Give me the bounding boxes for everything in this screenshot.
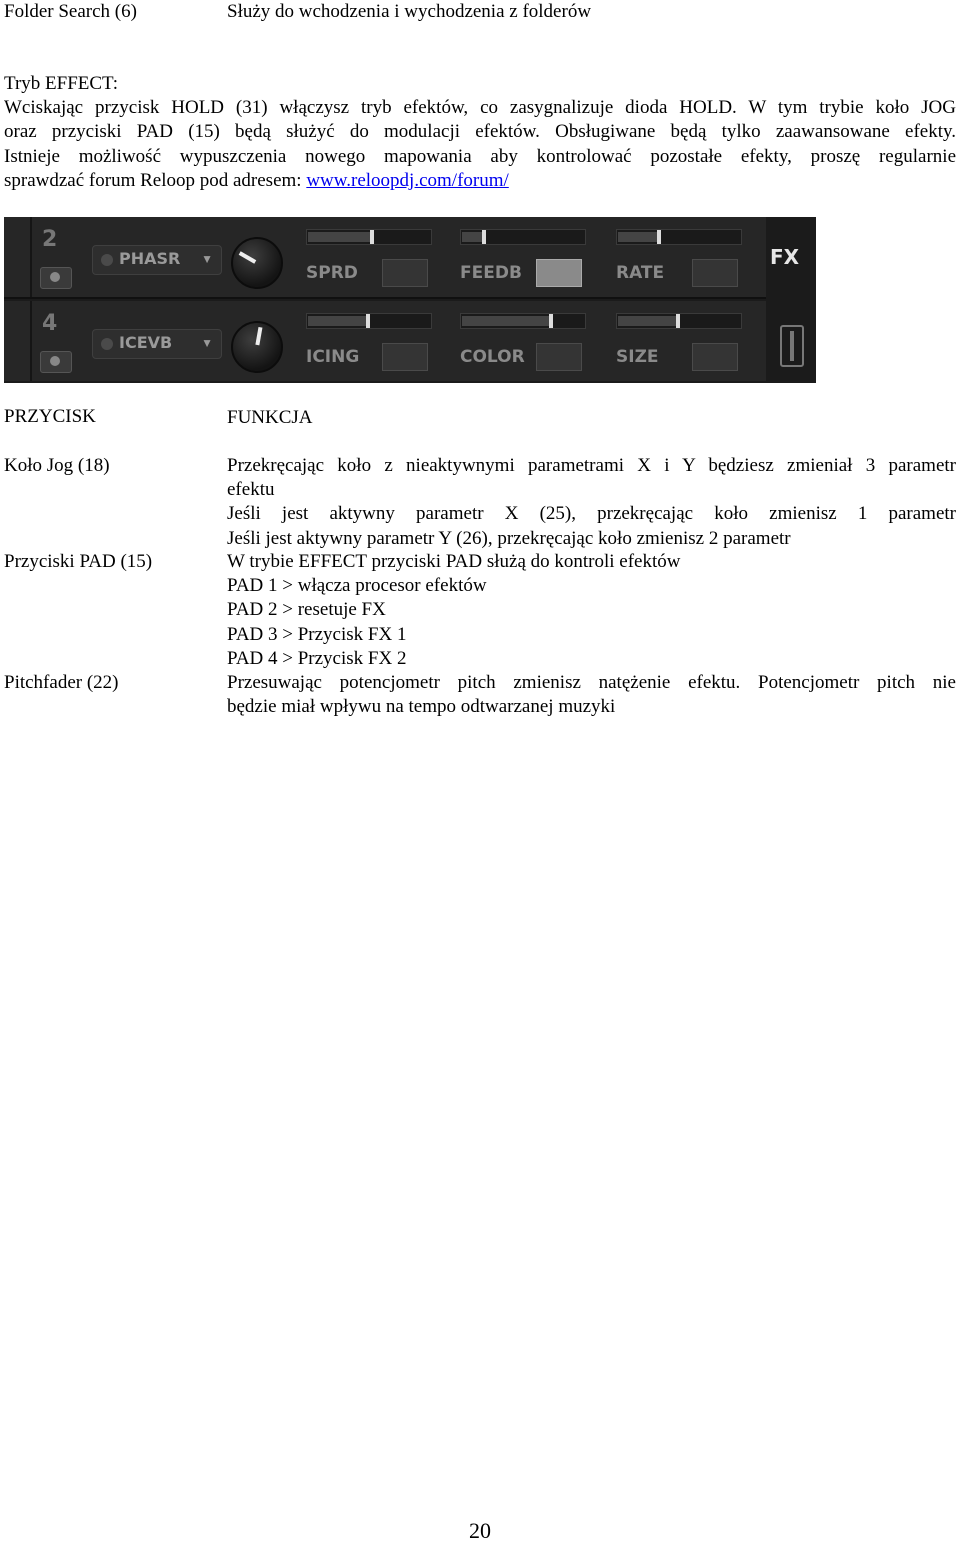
header-function: FUNKCJA xyxy=(227,407,313,428)
fx-button[interactable]: FX xyxy=(770,245,800,269)
row-function-line: Przesuwając potencjometr pitch zmienisz natężenie efektu. Potencjometr pitch nie xyxy=(227,672,956,693)
row-function-line: PAD 3 > Przycisk FX 1 xyxy=(227,623,407,645)
fx-deck-1 xyxy=(4,217,766,299)
row-function-line: efektu xyxy=(227,479,275,501)
param-label: ICING xyxy=(306,347,360,367)
panel-toggle-icon[interactable] xyxy=(780,325,804,367)
effect-line-1: Wciskając przycisk HOLD (31) włączysz tryb efektów, co zasygnalizuje dioda HOLD. W tym trybie koło JOG xyxy=(4,97,956,119)
param-button[interactable] xyxy=(692,259,738,287)
param-slider-handle[interactable] xyxy=(657,230,661,244)
effect-led-icon[interactable] xyxy=(101,254,113,266)
param-slider[interactable] xyxy=(306,313,432,329)
effect-selector[interactable] xyxy=(92,329,222,359)
param-label: FEEDB xyxy=(460,263,522,283)
param-slider-handle[interactable] xyxy=(482,230,486,244)
param-slider-fill xyxy=(618,316,677,326)
effect-knob[interactable] xyxy=(231,321,283,373)
knob-pointer xyxy=(255,327,262,345)
param-label: RATE xyxy=(616,263,665,283)
effect-line-3: Istnieje możliwość wypuszczenia nowego mapowania aby kontrolować pozostałe efekty, proszę regularnie xyxy=(4,145,956,167)
param-button[interactable] xyxy=(382,343,428,371)
effect-mode-section xyxy=(4,72,956,193)
knob-pointer xyxy=(239,251,257,263)
effect-line-2: oraz przyciski PAD (15) będą służyć do modulacji efektów. Obsługiwane będą tylko zaawansowane efekty. xyxy=(4,121,956,143)
row-function-line: W trybie EFFECT przyciski PAD służą do kontroli efektów xyxy=(227,551,681,572)
param-slider-fill xyxy=(618,232,658,242)
param-slider-handle[interactable] xyxy=(676,314,680,328)
row-function-line: PAD 4 > Przycisk FX 2 xyxy=(227,647,407,669)
effect-selector[interactable] xyxy=(92,245,222,275)
folder-search-row xyxy=(4,0,956,24)
page-number: 20 xyxy=(469,1518,491,1543)
param-button[interactable] xyxy=(536,259,582,287)
effect-line-4-text: sprawdzać forum Reloop pod adresem: xyxy=(4,169,307,191)
param-slider-handle[interactable] xyxy=(370,230,374,244)
row-function-line: Przekręcając koło z nieaktywnymi parametrami X i Y będziesz zmieniał 3 parametr xyxy=(227,455,956,476)
effect-led-icon[interactable] xyxy=(101,338,113,350)
param-slider[interactable] xyxy=(616,313,742,329)
param-slider[interactable] xyxy=(306,229,432,245)
effect-line-4 xyxy=(4,169,956,193)
deck-number: 2 xyxy=(42,227,58,252)
param-slider-handle[interactable] xyxy=(366,314,370,328)
header-button: PRZYCISK xyxy=(4,406,96,427)
chevron-down-icon: ▼ xyxy=(201,252,213,266)
deck-separator xyxy=(30,217,32,297)
param-slider-fill xyxy=(308,232,371,242)
param-label: COLOR xyxy=(460,347,525,367)
deck-number: 4 xyxy=(42,311,58,336)
param-slider-handle[interactable] xyxy=(549,314,553,328)
reloop-forum-link[interactable]: www.reloopdj.com/forum/ xyxy=(306,169,509,191)
param-slider-fill xyxy=(308,316,367,326)
param-label: SPRD xyxy=(306,263,358,283)
row-function xyxy=(227,550,956,671)
row-function xyxy=(227,454,956,551)
param-slider[interactable] xyxy=(460,313,586,329)
param-button[interactable] xyxy=(536,343,582,371)
row-button: Koło Jog (18) xyxy=(4,455,110,476)
param-slider-fill xyxy=(462,232,483,242)
param-button[interactable] xyxy=(692,343,738,371)
row-button: Pitchfader (22) xyxy=(4,672,119,693)
fx-deck-2 xyxy=(4,301,766,381)
param-button[interactable] xyxy=(382,259,428,287)
param-label: SIZE xyxy=(616,347,659,367)
camera-icon[interactable] xyxy=(40,267,72,289)
folder-search-function: Służy do wchodzenia i wychodzenia z folderów xyxy=(227,1,592,22)
row-function-line: PAD 2 > resetuje FX xyxy=(227,599,386,621)
param-slider[interactable] xyxy=(460,229,586,245)
effect-mode-heading: Tryb EFFECT: xyxy=(4,73,118,94)
row-button: Przyciski PAD (15) xyxy=(4,551,153,572)
param-slider[interactable] xyxy=(616,229,742,245)
row-function-line: PAD 1 > włącza procesor efektów xyxy=(227,575,487,597)
effect-name: PHASR xyxy=(119,249,181,268)
effect-knob[interactable] xyxy=(231,237,283,289)
row-function-line: będzie miał wpływu na tempo odtwarzanej muzyki xyxy=(227,696,616,718)
camera-icon[interactable] xyxy=(40,351,72,373)
param-slider-fill xyxy=(462,316,550,326)
row-function-line: Jeśli jest aktywny parametr Y (26), przekręcając koło zmienisz 2 parametr xyxy=(227,527,791,549)
fx-panel xyxy=(4,217,816,383)
effect-name: ICEVB xyxy=(119,333,173,352)
row-function xyxy=(227,671,956,719)
chevron-down-icon: ▼ xyxy=(201,336,213,350)
table-header xyxy=(4,406,956,430)
row-function-line: Jeśli jest aktywny parametr X (25), przekręcając koło zmienisz 1 parametr xyxy=(227,503,956,525)
folder-search-button-name: Folder Search (6) xyxy=(4,1,137,22)
deck-separator xyxy=(30,301,32,381)
